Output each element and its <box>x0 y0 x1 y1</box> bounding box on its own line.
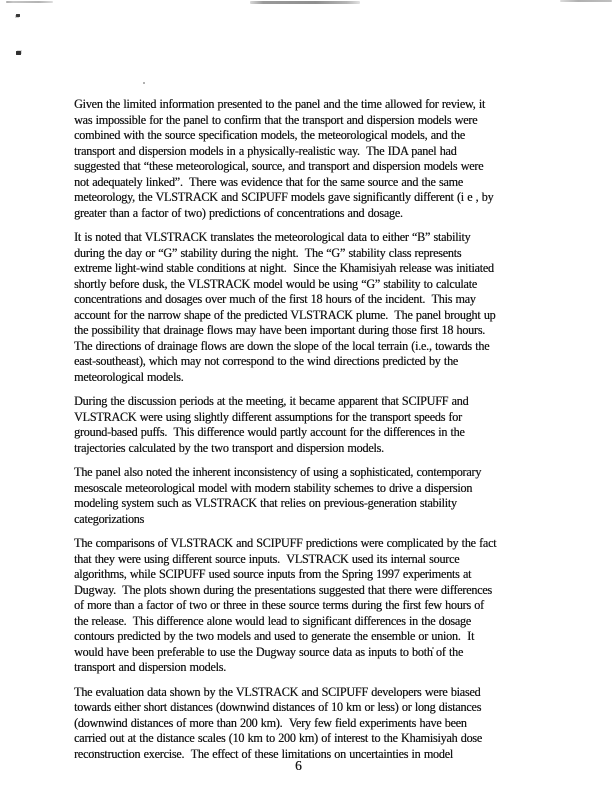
text-line: VLSTRACK were using slightly different assumptions for the transport speeds for <box>74 409 462 424</box>
text-line: Dugway. The plots shown during the presentations suggested that there were differences <box>74 582 492 597</box>
text-line: would have been preferable to use the Dugway source data as inputs to both of the <box>74 644 463 659</box>
text-line: ground-based puffs. This difference would partly account for the differences in the <box>74 425 465 439</box>
text-line: that they were using different source inputs. VLSTRACK used its internal source <box>74 551 460 566</box>
page-number: 6 <box>295 758 302 773</box>
text-line: not adequately linked”. There was evidence that for the same source and the same <box>74 174 463 189</box>
text-line: algorithms, while SCIPUFF used source inputs from the Spring 1997 experiments at <box>74 567 472 581</box>
text-line: extreme light-wind stable conditions at night. Since the Khamisiyah release was initiated <box>74 261 494 275</box>
text-line: combined with the source specification models, the meteorological models, and the <box>74 128 465 142</box>
text-line: carried out at the distance scales (10 km to 200 km) of interest to the Khamisiyah dose <box>74 731 482 745</box>
text-line: the possibility that drainage flows may have been important during those first 18 hours. <box>74 323 485 337</box>
scan-speck <box>16 51 21 55</box>
text-line: categorizations <box>74 511 145 526</box>
text-line: suggested that “these meteorological, source, and transport and dispersion models were <box>74 159 484 173</box>
text-line: The evaluation data shown by the VLSTRACK and SCIPUFF developers were biased <box>74 684 481 699</box>
paragraph-2 <box>74 230 544 385</box>
text-line: mesoscale meteorological model with modern stability schemes to drive a dispersion <box>74 480 473 495</box>
text-line: reconstruction exercise. The effect of these limitations on uncertainties in model <box>74 746 453 761</box>
text-line: Given the limited information presented to the panel and the time allowed for review, it <box>74 97 485 111</box>
text-line: the release. This difference alone would lead to significant differences in the dosage <box>74 613 471 628</box>
text-line: (downwind distances of more than 200 km). Very few field experiments have been <box>74 715 467 730</box>
scan-speck <box>16 14 20 17</box>
text-line: trajectories calculated by the two transport and dispersion models. <box>74 440 384 455</box>
paragraph-5 <box>74 536 544 676</box>
text-line: meteorological models. <box>74 369 184 384</box>
text-line: The comparisons of VLSTRACK and SCIPUFF predictions were complicated by the fact <box>74 536 497 550</box>
text-line: was impossible for the panel to confirm that the transport and dispersion models were <box>74 112 478 127</box>
text-line: The directions of drainage flows are down the slope of the local terrain (i.e., towards the <box>74 338 490 353</box>
text-line: shortly before dusk, the VLSTRACK model would be using “G” stability to calculate <box>74 276 477 291</box>
text-line: during the day or “G” stability during the night. The “G” stability class represents <box>74 245 462 260</box>
paragraph-1 <box>74 97 544 221</box>
text-line: towards either short distances (downwind distances of 10 km or less) or long distances <box>74 700 482 714</box>
text-line: transport and dispersion models in a physically-realistic way. The IDA panel had <box>74 143 457 158</box>
text-line: It is noted that VLSTRACK translates the meteorological data to either “B” stability <box>74 230 471 244</box>
scan-streak-top-center <box>250 1 360 4</box>
text-line: During the discussion periods at the meeting, it became apparent that SCIPUFF and <box>74 394 469 408</box>
text-line: greater than a factor of two) predictions of concentrations and dosage. <box>74 205 403 220</box>
text-line: transport and dispersion models. <box>74 660 226 674</box>
text-line: meteorology, the VLSTRACK and SCIPUFF models gave significantly different (i e , by <box>74 190 494 204</box>
page-body <box>74 97 544 771</box>
text-line: of more than a factor of two or three in these source terms during the first few hours of <box>74 598 484 612</box>
paragraph-6 <box>74 685 544 763</box>
paragraph-3 <box>74 394 544 456</box>
text-line: contours predicted by the two models and used to generate the ensemble or union. It <box>74 629 475 643</box>
text-line: east-southeast), which may not correspond to the wind directions predicted by the <box>74 354 458 368</box>
scan-streak-top-right <box>560 0 612 2</box>
text-line: concentrations and dosages over much of the first 18 hours of the incident. This may <box>74 292 476 306</box>
text-line: The panel also noted the inherent inconsistency of using a sophisticated, contemporary <box>74 465 482 479</box>
text-line: modeling system such as VLSTRACK that relies on previous-generation stability <box>74 496 457 510</box>
scan-speck <box>143 82 145 84</box>
scan-streak-top-left <box>6 1 53 3</box>
paragraph-4 <box>74 465 544 527</box>
text-line: account for the narrow shape of the predicted VLSTRACK plume. The panel brought up <box>74 307 496 322</box>
